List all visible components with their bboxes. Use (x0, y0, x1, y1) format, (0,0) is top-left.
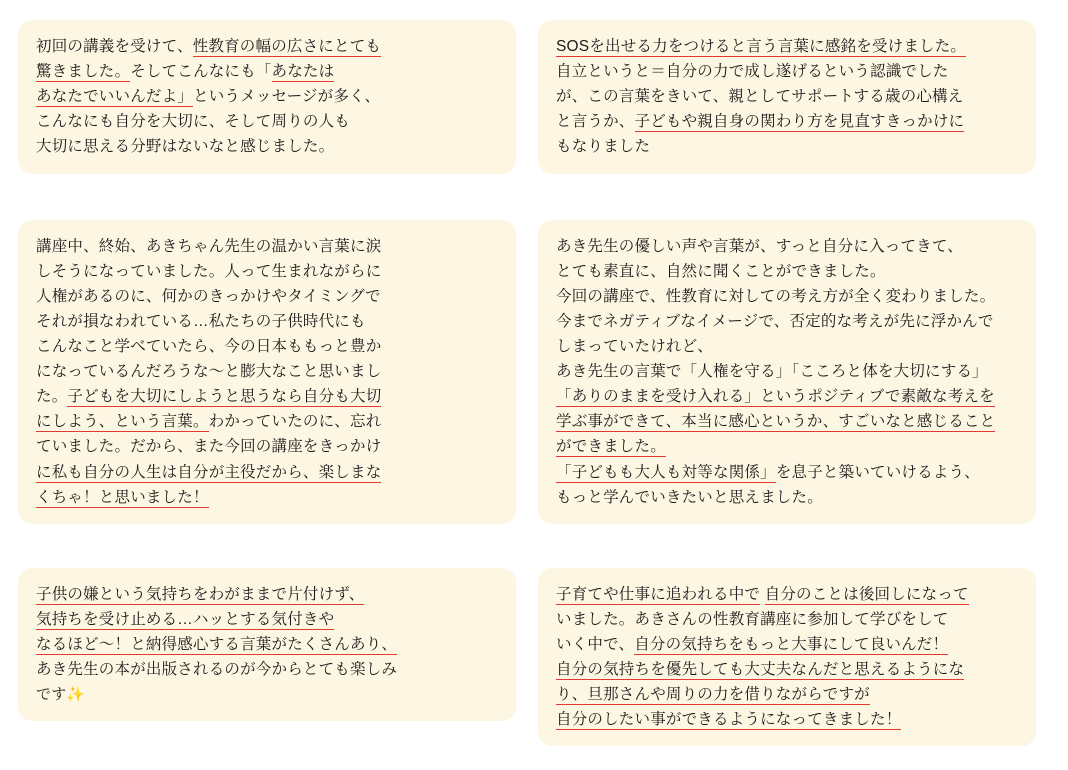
testimonial-line (36, 582, 498, 607)
text-run-underlined: り、旦那さんや周りの力を借りながらですが (556, 686, 870, 704)
text-run-underlined: SOSを出せる力をつけると言う言葉に感銘を受けました。 (556, 38, 967, 55)
testimonial-line (556, 632, 1018, 657)
text-run-underlined: 性教育の幅の広さにとても (192, 38, 382, 55)
text-run-underlined: 「子どもも大人も対等な関係」 (556, 463, 776, 481)
text-run-underlined: 自分のことは後回しになって (764, 585, 969, 603)
testimonial-line (556, 359, 1018, 384)
text-run-underlined: 「ありのままを受け入れる」というポジティブで素敵な考えを (556, 388, 995, 406)
text-run: そしてこんなにも「 (130, 63, 272, 81)
testimonial-line (36, 460, 498, 485)
text-run-underlined: 自分の気持ちをもっと大事にして良いんだ！ (634, 635, 949, 653)
testimonial-line (36, 485, 498, 510)
text-run-underlined: 驚きました。 (36, 63, 131, 81)
text-run: になっているんだろうな〜と膨大なこと思いまし (36, 363, 382, 381)
testimonials-grid (18, 16, 1050, 770)
testimonial-line (36, 284, 498, 309)
text-run-underlined: 自分の気持ちを優先しても大丈夫なんだと思えるようにな (556, 661, 965, 679)
testimonial-line (556, 284, 1018, 309)
text-run: もっと学んでいきたいと思えました。 (556, 488, 823, 506)
testimonial-line (556, 707, 1018, 732)
text-run: 初回の講義を受けて、 (36, 38, 193, 55)
text-run-underlined: 自分のしたい事ができるようになってきました！ (556, 711, 902, 729)
text-run-underlined: 子どもや親自身の関わり方を見直すきっかけに (634, 113, 965, 131)
testimonial-line (36, 409, 498, 434)
testimonial-line (556, 582, 1018, 607)
text-run-underlined: 子供の嫌という気持ちをわがままで片付けず、 (36, 585, 365, 603)
testimonial-line (556, 259, 1018, 284)
text-run: を息子と築いていけるよう、 (775, 463, 980, 481)
text-run-underlined: 子育てや仕事に追われる中で (556, 585, 761, 603)
text-run: あき先生の言葉で「人権を守る」「こころと体を大切にする」 (556, 363, 988, 381)
testimonial-line (36, 59, 498, 84)
testimonial-line (556, 134, 1018, 159)
text-run: と言うか、 (556, 113, 635, 131)
text-run: というメッセージが多く、 (193, 88, 381, 106)
testimonial-line (36, 682, 498, 707)
text-run: 自立というと＝自分の力で成し遂げるという認識でした (556, 63, 949, 81)
text-run: 今までネガティブなイメージで、否定的な考えが先に浮かんで (556, 312, 994, 330)
testimonial-card-2 (18, 220, 516, 524)
testimonial-line (36, 632, 498, 657)
text-run: それが損なわれている…私たちの子供時代にも (36, 312, 366, 330)
testimonial-line (36, 334, 498, 359)
text-run-underlined: なるほど〜！と納得感心する言葉がたくさんあり、 (36, 635, 398, 653)
text-run-underlined: ができました。 (556, 438, 666, 456)
text-run-underlined: 学ぶ事ができて、本当に感心というか、すごいなと感じること (556, 413, 996, 431)
testimonial-line (36, 384, 498, 409)
testimonial-line (556, 682, 1018, 707)
text-run: わかっていたのに、忘れ (208, 413, 382, 431)
testimonial-line (36, 259, 498, 284)
testimonial-line (36, 34, 498, 59)
testimonial-line (556, 34, 1018, 59)
text-run: こんなにも自分を大切に、そして周りの人も (36, 113, 351, 131)
text-run: 今回の講座で、性教育に対しての考え方が全く変わりました。 (556, 287, 996, 305)
testimonial-line (556, 234, 1018, 259)
testimonial-card-4 (538, 20, 1036, 174)
text-run: 人権があるのに、何かのきっかけやタイミングで (36, 287, 381, 305)
testimonial-card-1 (18, 20, 516, 174)
text-run-underlined: 子どもを大切にしようと思うなら自分も大切 (67, 388, 382, 406)
testimonial-line (36, 657, 498, 682)
testimonial-line (36, 607, 498, 632)
text-run: しまっていたけれど、 (556, 337, 714, 355)
text-run: ていました。だから、また今回の講座をきっかけ (36, 438, 382, 456)
text-run-underlined: あなたでいいんだよ」 (36, 88, 194, 106)
text-run: もなりました (556, 138, 651, 156)
testimonial-line (36, 134, 498, 159)
testimonial-line (556, 84, 1018, 109)
testimonial-line (556, 384, 1018, 409)
testimonial-line (556, 485, 1018, 510)
text-run: あき先生の優しい声や言葉が、すっと自分に入ってきて、 (556, 237, 963, 255)
testimonial-line (36, 109, 498, 134)
right-column (538, 16, 1036, 770)
text-run-underlined: あなたは (271, 63, 335, 81)
text-run: あき先生の本が出版されるのが今からとても楽しみ (36, 661, 398, 679)
testimonial-line (36, 234, 498, 259)
testimonial-card-3 (18, 568, 516, 722)
text-run: です✨ (36, 686, 86, 704)
testimonial-line (556, 460, 1018, 485)
testimonial-line (36, 434, 498, 459)
testimonial-card-5 (538, 220, 1036, 524)
text-run: いく中で、 (556, 635, 635, 653)
testimonial-line (556, 109, 1018, 134)
testimonial-line (36, 84, 498, 109)
testimonial-line (556, 607, 1018, 632)
text-run-underlined: にしよう、という言葉。 (36, 413, 209, 431)
testimonial-line (556, 59, 1018, 84)
text-run: こんなこと学べていたら、今の日本ももっと豊か (36, 337, 382, 355)
text-run: 講座中、終始、あきちゃん先生の温かい言葉に涙 (36, 237, 382, 255)
text-run: とても素直に、自然に聞くことができました。 (556, 262, 886, 280)
text-run-underlined: に私も自分の人生は自分が主役だから、楽しまな (36, 463, 382, 481)
text-run: が、この言葉をきいて、親としてサポートする歳の心構え (556, 88, 964, 106)
left-column (18, 16, 516, 770)
text-run: いました。あきさんの性教育講座に参加して学びをして (556, 610, 949, 628)
testimonial-line (556, 334, 1018, 359)
testimonial-line (36, 309, 498, 334)
testimonial-line (556, 409, 1018, 434)
testimonial-line (556, 309, 1018, 334)
testimonial-line (556, 657, 1018, 682)
testimonial-line (36, 359, 498, 384)
text-run-underlined: 気持ちを受け止める…ハッとする気付きや (36, 610, 335, 628)
text-run: しそうになっていました。人って生まれながらに (36, 262, 382, 280)
testimonial-line (556, 434, 1018, 459)
testimonial-card-6 (538, 568, 1036, 747)
text-run: 大切に思える分野はないなと感じました。 (36, 138, 335, 156)
text-run-underlined: くちゃ！と思いました！ (36, 488, 209, 506)
text-run: た。 (36, 388, 68, 406)
